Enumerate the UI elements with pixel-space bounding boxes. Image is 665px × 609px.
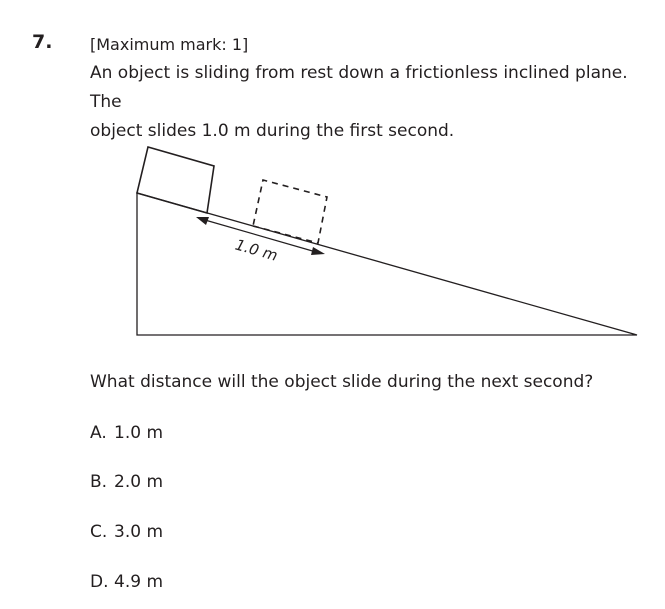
question-prompt: What distance will the object slide during the next second? [90,372,594,392]
question-number: 7. [32,31,53,53]
inclined-plane-diagram [130,140,645,345]
maximum-mark: [Maximum mark: 1] [90,35,249,54]
option-a[interactable] [90,421,163,445]
distance-label: 1.0 m [233,235,280,265]
block-after-one-second [253,180,327,243]
option-c[interactable] [90,520,163,544]
option-text: 2.0 m [114,472,163,492]
option-letter: D. [90,572,109,592]
option-letter: B. [90,472,108,492]
option-letter: C. [90,522,108,542]
incline-triangle [137,193,637,335]
stem-line-1: An object is sliding from rest down a frictionless inclined plane. The [90,63,628,112]
block-start [137,147,214,213]
option-text: 4.9 m [114,572,163,592]
option-d[interactable] [90,570,163,594]
question-stem [90,30,655,146]
option-text: 3.0 m [114,522,163,542]
stem-line-2: object slides 1.0 m during the first second. [90,121,455,141]
option-b[interactable] [90,470,163,494]
option-letter: A. [90,423,107,443]
option-text: 1.0 m [114,423,163,443]
